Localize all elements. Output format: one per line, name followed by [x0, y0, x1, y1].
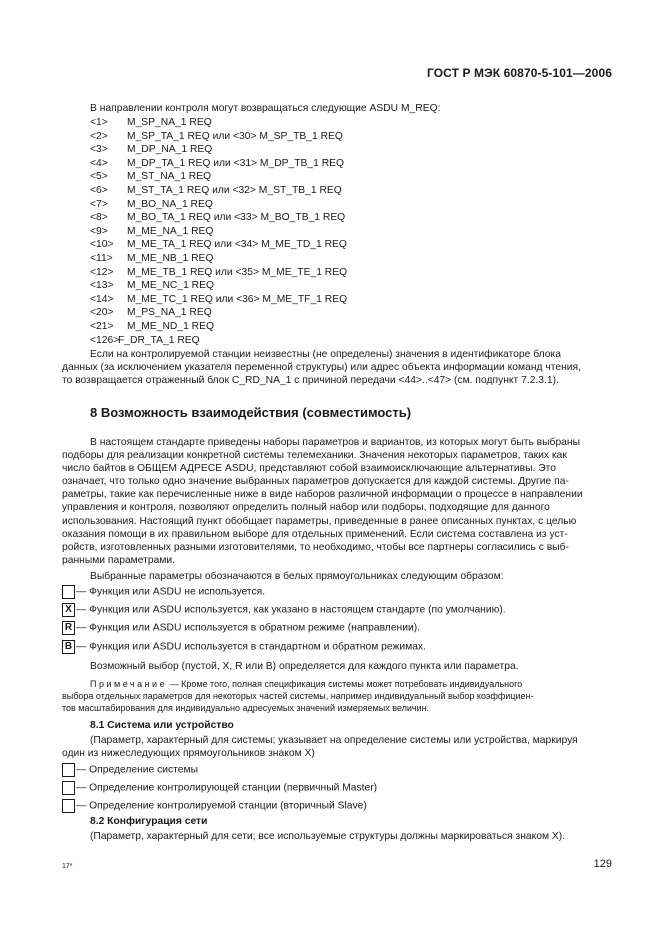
- footer-signature-mark: 17*: [62, 863, 73, 870]
- asdu-type-name: M_ST_NA_1 REQ: [127, 171, 212, 183]
- asdu-list-item: [90, 334, 347, 348]
- asdu-type-name: M_PS_NA_1 REQ: [127, 307, 212, 319]
- paragraph-line: ройств, изготовленных разными изготовителями, то необходимо, чтобы все партнеры согласились с выб-: [62, 541, 569, 553]
- subsection-8-2-title: 8.2 Конфигурация сети: [90, 816, 208, 827]
- checkbox-x[interactable]: X: [62, 603, 75, 617]
- subsection-8-2-line: (Параметр, характерный для сети; все используемые структуры должны маркироваться знаком X).: [90, 831, 566, 842]
- asdu-list-item: [90, 320, 347, 334]
- subsection-8-1-line: один из нижеследующих прямоугольников знаком X): [62, 748, 315, 759]
- master-definition-option: [62, 781, 377, 795]
- asdu-list-item: [90, 293, 347, 307]
- note-line: — Кроме того, полная спецификация системы может потребовать индивидуального: [167, 679, 523, 689]
- asdu-list-item: [90, 116, 347, 130]
- paragraph-line: В настоящем стандарте приведены наборы параметров и вариантов, из которых могут быть выбраны: [90, 437, 580, 448]
- asdu-type-number: <12>: [90, 266, 114, 278]
- asdu-type-number: <11>: [90, 252, 113, 264]
- choice-line: Возможный выбор (пустой, X, R или B) определяется для каждого пункта или параметра.: [90, 661, 519, 672]
- asdu-list-item: [90, 252, 347, 266]
- asdu-type-number: <126>: [90, 334, 120, 346]
- asdu-type-name: M_ME_TA_1 REQ или <34> M_ME_TD_1 REQ: [127, 239, 347, 251]
- asdu-type-name: M_SP_NA_1 REQ: [127, 117, 212, 128]
- note-line: тов масштабирования для индивидуально адресуемых значений измеряемых величин.: [62, 703, 430, 713]
- asdu-list-item: [90, 198, 347, 212]
- paragraph-line: оказания помощи в их правильном выборе для отдельных применений. Если система составлена из уст-: [62, 528, 568, 540]
- asdu-type-name: M_ME_ND_1 REQ: [127, 320, 214, 332]
- section-8-body: [62, 436, 602, 567]
- asdu-type-number: <10>: [90, 239, 114, 251]
- asdu-list-item: [90, 225, 347, 239]
- unknown-values-paragraph: [62, 348, 602, 387]
- checkbox-master-definition[interactable]: [62, 781, 75, 795]
- asdu-type-number: <1>: [90, 117, 108, 128]
- asdu-list-item: [90, 211, 347, 225]
- note-label: Примечание: [90, 679, 168, 689]
- asdu-type-name: M_DP_NA_1 REQ: [127, 144, 213, 156]
- asdu-type-name: M_ME_TC_1 REQ или <36> M_ME_TF_1 REQ: [127, 293, 348, 305]
- asdu-list-item: [90, 279, 347, 293]
- paragraph-line: означает, что только одно значение выбранных параметров допускается для каждой системы. Другие па-: [62, 476, 569, 488]
- intro-text: В направлении контроля могут возвращаться следующие ASDU M_REQ:: [90, 103, 441, 114]
- asdu-type-name: F_DR_TA_1 REQ: [118, 334, 200, 346]
- asdu-list-item: [90, 157, 347, 171]
- asdu-type-number: <2>: [90, 130, 108, 142]
- checkbox-slave-definition[interactable]: [62, 799, 75, 813]
- slave-definition-option: [62, 799, 367, 813]
- asdu-type-number: <20>: [90, 307, 114, 319]
- option-label: — Функция или ASDU не используется.: [76, 586, 266, 598]
- asdu-list-item: [90, 170, 347, 184]
- page-number: 129: [593, 858, 612, 870]
- asdu-type-number: <6>: [90, 184, 108, 196]
- asdu-type-number: <13>: [90, 280, 114, 292]
- asdu-list-item: [90, 184, 347, 198]
- asdu-type-name: M_DP_TA_1 REQ или <31> M_DP_TB_1 REQ: [127, 157, 345, 169]
- asdu-type-name: M_ST_TA_1 REQ или <32> M_ST_TB_1 REQ: [127, 184, 342, 196]
- option-label: — Функция или ASDU используется в стандартном и обратном режимах.: [76, 641, 426, 653]
- asdu-type-number: <9>: [90, 225, 108, 237]
- asdu-type-number: <3>: [90, 144, 108, 156]
- asdu-list-item: [90, 306, 347, 320]
- paragraph-line: ранными параметрами.: [62, 554, 175, 566]
- section-8-title: 8 Возможность взаимодействия (совместимость): [90, 405, 412, 420]
- option-label: — Определение контролирующей станции (первичный Master): [76, 782, 378, 794]
- asdu-type-name: M_BO_TA_1 REQ или <33> M_BO_TB_1 REQ: [127, 212, 346, 224]
- asdu-type-name: M_BO_NA_1 REQ: [127, 198, 213, 210]
- option-r: [62, 621, 420, 635]
- checkbox-b[interactable]: B: [62, 640, 75, 654]
- asdu-type-name: M_ME_NB_1 REQ: [127, 252, 214, 264]
- paragraph-line: раметры, такие как перечисленные ниже в виде наборов различной информации о процессе в направлении: [62, 489, 583, 501]
- asdu-type-name: M_ME_NC_1 REQ: [127, 280, 214, 292]
- checkbox-r[interactable]: R: [62, 621, 75, 635]
- paragraph-line: подборы для реализации конкретной системы телемеханики. Значения некоторых параметров, таких как: [62, 450, 567, 462]
- system-definition-option: [62, 763, 198, 777]
- paragraph-line: данных (за исключением указателя переменной структуры) или адрес объекта информации команд чтения,: [62, 362, 581, 374]
- asdu-type-number: <5>: [90, 171, 108, 183]
- asdu-list-item: [90, 238, 347, 252]
- paragraph-line: использования. Настоящий пункт обобщает параметры, приведенные в ранее описанных пунктах, с целью: [62, 515, 577, 527]
- asdu-type-number: <21>: [90, 320, 114, 332]
- checkbox-empty[interactable]: [62, 585, 75, 599]
- option-label: — Определение системы: [76, 764, 198, 776]
- asdu-type-name: M_ME_TB_1 REQ или <35> M_ME_TE_1 REQ: [127, 266, 348, 278]
- option-label: — Функция или ASDU используется, как указано в настоящем стандарте (по умолчанию).: [76, 604, 506, 616]
- asdu-type-number: <14>: [90, 293, 114, 305]
- note-block: [62, 678, 602, 714]
- option-x: [62, 603, 506, 617]
- option-label: — Определение контролируемой станции (вторичный Slave): [76, 800, 367, 812]
- asdu-type-number: <4>: [90, 157, 108, 169]
- checkbox-system-definition[interactable]: [62, 763, 75, 777]
- paragraph-line: Если на контролируемой станции неизвестны (не определены) значения в идентификаторе блока: [90, 349, 561, 360]
- asdu-list-item: [90, 143, 347, 157]
- asdu-list: [90, 116, 347, 347]
- subsection-8-1-line: (Параметр, характерный для системы; указывает на определение системы или устройства, маркируя: [90, 735, 578, 746]
- option-label: — Функция или ASDU используется в обратном режиме (направлении).: [76, 622, 421, 634]
- asdu-list-item: [90, 130, 347, 144]
- asdu-type-number: <7>: [90, 198, 108, 210]
- paragraph-line: управления и контроля, позволяют определить полный набор или подборы, подходящие для данного: [62, 502, 550, 514]
- asdu-list-item: [90, 266, 347, 280]
- asdu-type-name: M_SP_TA_1 REQ или <30> M_SP_TB_1 REQ: [127, 130, 343, 142]
- asdu-type-number: <8>: [90, 212, 108, 224]
- option-b: [62, 640, 426, 654]
- document-header: ГОСТ Р МЭК 60870-5-101—2006: [427, 66, 612, 80]
- selected-params-intro: Выбранные параметры обозначаются в белых прямоугольниках следующим образом:: [90, 571, 504, 582]
- paragraph-line: то возвращается отраженный блок C_RD_NA_1 с причиной передачи <44>..<47> (см. подпункт 7.2.3.1).: [62, 375, 559, 387]
- paragraph-line: число байтов в ОБЩЕМ АДРЕСЕ ASDU, представляют собой взаимоисключающие альтернативы. Это: [62, 463, 556, 475]
- note-line: выбора отдельных параметров для некоторых частей системы, например индивидуальный выбор коэффициен-: [62, 691, 534, 701]
- option-empty: [62, 585, 265, 599]
- asdu-type-name: M_ME_NA_1 REQ: [127, 225, 214, 237]
- subsection-8-1-title: 8.1 Система или устройство: [90, 720, 234, 731]
